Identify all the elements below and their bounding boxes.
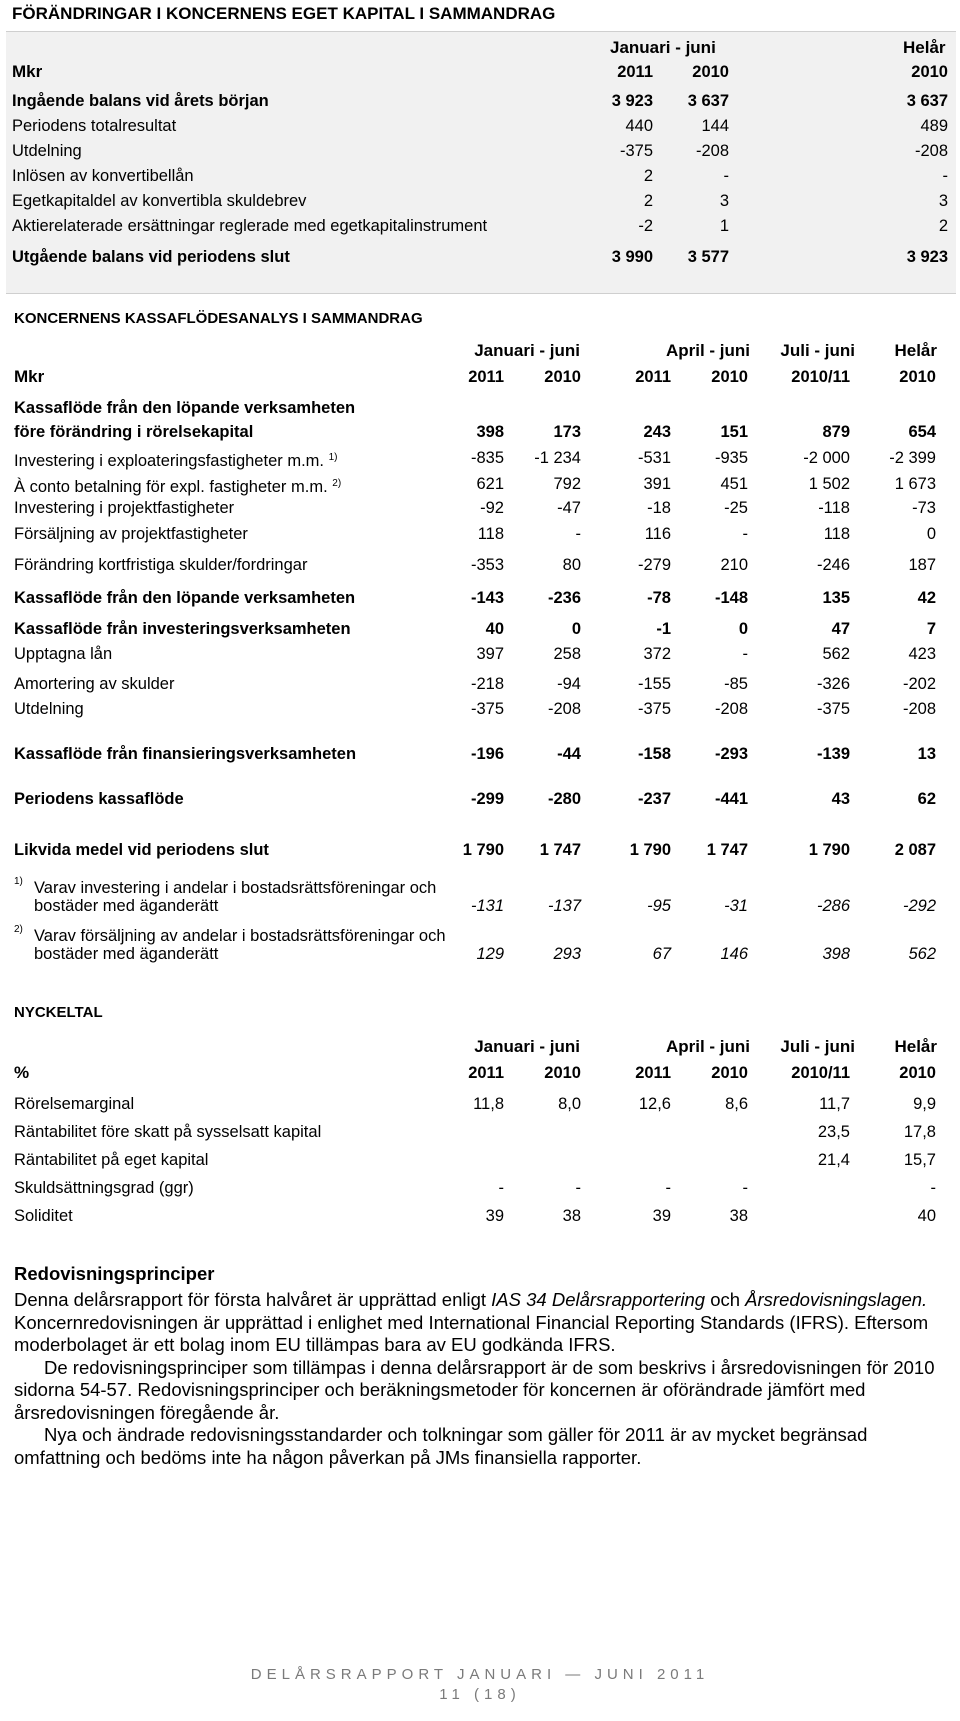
cashflow-row-value: -246 [816,556,850,574]
cashflow-row-label-text: Investering i exploateringsfastigheter m.m. [14,452,324,470]
cashflow-row-label [14,674,174,694]
cashflow-row-value: - [575,525,581,543]
cashflow-row-value: -196 [470,745,504,763]
equity-row-label: Inlösen av konvertibellån [12,167,194,185]
cashflow-row-value: -441 [714,790,748,808]
cashflow-row-label [14,448,337,471]
equity-row-label: Periodens totalresultat [12,117,177,135]
cashflow-row-label-text: Förändring kortfristiga skulder/fordringar [14,556,308,574]
footnote-mark: 1) [14,876,23,887]
cashflow-row-value: -1 234 [534,449,581,467]
equity-row-label: Ingående balans vid årets början [12,92,269,110]
footnote-value: -286 [816,897,850,915]
cashflow-row-value: -375 [637,700,671,718]
cashflow-group-header: Helår [894,341,937,360]
cashflow-col-header: 2011 [468,368,504,386]
footnote-line-2: bostäder med äganderätt [34,945,219,963]
cashflow-row-value: 1 790 [808,841,850,859]
cashflow-row-value: 1 747 [539,841,581,859]
cashflow-row-label-text: À conto betalning för expl. fastigheter m.m. [14,478,328,496]
cashflow-row-value: 792 [553,475,581,493]
equity-row-value: 3 923 [906,248,948,266]
kpi-row-value: 15,7 [903,1151,936,1169]
equity-col-3: 2010 [911,63,948,81]
kpi-group-header: Helår [894,1037,937,1056]
kpi-row-value: 23,5 [817,1123,850,1141]
kpi-row-value: - [665,1179,671,1197]
equity-row-value: 3 [938,192,948,210]
cashflow-row-value: 258 [553,645,581,663]
cashflow-row-value: 1 502 [808,475,850,493]
cashflow-row-label-text: Upptagna lån [14,645,113,663]
cashflow-row-value: -158 [637,745,671,763]
kpi-row-value: 11,8 [473,1095,504,1113]
equity-row-value: -208 [914,142,948,160]
kpi-row-value: 38 [562,1207,581,1225]
cashflow-row-value: 397 [476,645,504,663]
cashflow-row-label [14,619,351,639]
kpi-unit: % [14,1063,30,1082]
cashflow-row-value: -148 [714,589,748,607]
kpi-col-header: 2010 [899,1064,936,1082]
footnote-value: 67 [652,945,671,963]
cashflow-row-value: -237 [637,790,671,808]
cashflow-row-value: 62 [917,790,936,808]
equity-row-value: 144 [701,117,729,135]
kpi-row-value: 9,9 [913,1095,936,1113]
kpi-title: NYCKELTAL [14,1004,103,1021]
cashflow-row-label [14,699,84,719]
cashflow-row-value: 118 [477,525,504,543]
equity-row-value: 3 [719,192,729,210]
cashflow-row-label [14,555,307,575]
cashflow-row-value: 43 [831,790,850,808]
cashflow-row-value: -25 [724,499,748,517]
kpi-row-value: 12,6 [638,1095,671,1113]
kpi-col-header: 2010 [711,1064,748,1082]
cashflow-row-value: 879 [822,423,850,441]
cashflow-row-value: -85 [724,675,748,693]
equity-year-header: Helår [903,38,946,57]
p1-c: och [705,1289,746,1310]
cashflow-row-value: - [742,645,748,663]
cashflow-row-value: -531 [637,449,671,467]
equity-row-value: 2 [643,192,653,210]
kpi-group-header: Juli - juni [780,1037,855,1056]
equity-row-value: 1 [719,217,729,235]
cashflow-row-value: 40 [485,620,504,638]
cashflow-row-value: -44 [557,745,581,763]
cashflow-row-value: 0 [926,525,936,543]
cashflow-row-value: 173 [553,423,581,441]
cashflow-row-value: -326 [816,675,850,693]
kpi-row-label: Skuldsättningsgrad (ggr) [14,1179,194,1197]
cashflow-row-value: -208 [902,700,936,718]
cashflow-row-label-text: Kassaflöde från investeringsverksamheten [14,620,351,638]
cashflow-row-value: 1 673 [894,475,936,493]
cashflow-row-label [14,524,248,544]
cashflow-row-value: 391 [643,475,671,493]
equity-row-value: 2 [938,217,948,235]
cashflow-row-value: 135 [822,589,850,607]
cashflow-row-value: -155 [637,675,671,693]
kpi-row-label: Soliditet [14,1207,73,1225]
cashflow-row-value: 0 [738,620,748,638]
footer-page: 11 (18) [439,1686,521,1703]
principles-paragraph-3: Nya och ändrade redovisningsstandarder och tolkningar som gäller för 2011 är av mycket begränsad omfattning och bedöms inte ha någon påverkan på JMs finansiella rapporter. [14,1424,868,1468]
equity-row-value: - [723,167,729,185]
kpi-row-value: 8,0 [558,1095,581,1113]
cashflow-row-label-text: Försäljning av projektfastigheter [14,525,248,543]
cashflow-row-value: 1 747 [706,841,748,859]
kpi-row-value: 38 [729,1207,748,1225]
kpi-row-label: Räntabilitet på eget kapital [14,1151,209,1169]
footnote-value: 398 [822,945,850,963]
cashflow-row-label-text: Amortering av skulder [14,675,175,693]
equity-row-value: 489 [920,117,948,135]
kpi-row-value: 8,6 [725,1095,748,1113]
kpi-group-header: April - juni [665,1037,750,1056]
cashflow-col-header: 2011 [635,368,671,386]
kpi-row-value: 11,7 [819,1095,850,1113]
equity-row-value: 3 923 [611,92,653,110]
cashflow-group-header: Juli - juni [780,341,855,360]
equity-title: FÖRÄNDRINGAR I KONCERNENS EGET KAPITAL I SAMMANDRAG [12,4,556,23]
cashflow-row-label-text: Kassaflöde från den löpande verksamheten [14,399,356,417]
equity-col-2: 2010 [692,63,729,81]
equity-col-1: 2011 [617,63,653,81]
cashflow-row-value: -236 [547,589,581,607]
cashflow-unit: Mkr [14,367,45,386]
cashflow-row-value: -139 [816,745,850,763]
cashflow-row-value: 621 [476,475,504,493]
cashflow-row-value: 372 [643,645,671,663]
cashflow-row-label [14,498,234,518]
cashflow-row-value: 654 [908,423,936,441]
cashflow-row-value: 80 [562,556,581,574]
kpi-row-value: 39 [652,1207,671,1225]
footnote-value: 146 [720,945,748,963]
cashflow-row-value: -92 [480,499,504,517]
footnote-value: -292 [902,897,936,915]
equity-row-value: 3 990 [611,248,653,266]
footnote-value: -31 [724,897,748,915]
cashflow-row-value: -375 [470,700,504,718]
cashflow-row-value: -353 [470,556,504,574]
cashflow-row-value: -279 [637,556,671,574]
cashflow-row-label-text: Likvida medel vid periodens slut [14,841,269,859]
cashflow-row-value: 562 [822,645,850,663]
cashflow-row-label [14,474,341,497]
footnote-value: -137 [547,897,581,915]
equity-row-value: 3 637 [687,92,729,110]
kpi-row-value: - [930,1179,936,1197]
cashflow-row-label [14,398,355,418]
cashflow-row-value: -94 [557,675,581,693]
equity-row-label: Egetkapitaldel av konvertibla skuldebrev [12,192,307,210]
p1-b: IAS 34 Delårsrapportering [491,1289,706,1310]
cashflow-row-value: -2 399 [889,449,936,467]
cashflow-row-value: 451 [720,475,748,493]
cashflow-group-header: April - juni [665,341,750,360]
cashflow-row-value: 210 [720,556,748,574]
kpi-row-value: 17,8 [903,1123,936,1141]
cashflow-row-value: -118 [818,499,850,517]
footnote-value: 129 [476,945,504,963]
principles-paragraph-1 [14,1289,944,1357]
cashflow-row-value: 13 [917,745,936,763]
cashflow-row-value: -299 [470,790,504,808]
p1-e: Koncernredovisningen är upprättad i enlighet med International Financial Reporting Standards (IFRS). Eftersom moderbolaget är ett bolag inom EU tillämpas bara av EU godkända IFRS. [14,1311,929,1355]
cashflow-row-value: 7 [926,620,936,638]
kpi-row-value: 39 [485,1207,504,1225]
cashflow-row-value: 398 [476,423,504,441]
kpi-row-value: - [498,1179,504,1197]
cashflow-row-value: -208 [714,700,748,718]
equity-row-value: 3 577 [687,248,729,266]
cashflow-row-value: 1 790 [629,841,671,859]
footnote-mark: 2) [14,924,23,935]
equity-table [6,31,956,294]
p1-a: Denna delårsrapport för första halvåret är upprättad enligt [14,1289,492,1310]
equity-row-label: Utgående balans vid periodens slut [12,248,290,266]
equity-row-value: 440 [625,117,653,135]
equity-row-value: 2 [643,167,653,185]
cashflow-row-label [14,840,269,860]
cashflow-row-value: -935 [714,449,748,467]
footer-report: DELÅRSRAPPORT JANUARI — JUNI 2011 [250,1666,710,1683]
cashflow-row-value: 243 [643,423,671,441]
cashflow-row-value: -280 [547,790,581,808]
kpi-row-value: 40 [917,1207,936,1225]
footnote-value: 293 [553,945,581,963]
cashflow-row-value: 1 790 [462,841,504,859]
cashflow-row-value: -1 [656,620,671,638]
cashflow-row-label-text: Utdelning [14,700,84,718]
cashflow-row-value: 423 [908,645,936,663]
kpi-col-header: 2011 [468,1064,504,1082]
cashflow-row-value: -2 000 [803,449,850,467]
cashflow-row-label-text: Investering i projektfastigheter [14,499,235,517]
cashflow-row-label [14,422,253,442]
cashflow-row-value: 187 [908,556,936,574]
footnote-mark: 1) [328,452,338,463]
cashflow-col-header: 2010 [899,368,936,386]
cashflow-row-value: -47 [557,499,581,517]
cashflow-row-value: 0 [571,620,581,638]
cashflow-row-value: -218 [470,675,504,693]
cashflow-col-header: 2010 [544,368,581,386]
cashflow-row-label-text: före förändring i rörelsekapital [14,423,254,441]
cashflow-row-value: -208 [547,700,581,718]
cashflow-row-value: 118 [823,525,850,543]
cashflow-row-value: -835 [470,449,504,467]
principles-text [14,1289,944,1469]
cashflow-col-header: 2010/11 [791,368,850,386]
cashflow-row-value: -143 [470,589,504,607]
kpi-col-header: 2011 [635,1064,671,1082]
cashflow-row-label [14,588,355,608]
cashflow-row-value: 2 087 [894,841,936,859]
cashflow-col-header: 2010 [711,368,748,386]
cashflow-row-value: -18 [647,499,671,517]
footnote-mark: 2) [332,478,342,489]
cashflow-row-value: 116 [644,525,671,543]
cashflow-row-value: 151 [720,423,748,441]
kpi-group-header: Januari - juni [474,1037,580,1056]
kpi-col-header: 2010 [544,1064,581,1082]
cashflow-row-value: -73 [912,499,936,517]
kpi-row-value: - [575,1179,581,1197]
footnote-value: -95 [647,897,671,915]
cashflow-row-value: -293 [714,745,748,763]
cashflow-row-label-text: Kassaflöde från den löpande verksamheten [14,589,356,607]
cashflow-row-value: - [742,525,748,543]
principles-paragraph-2: De redovisningsprinciper som tillämpas i denna delårsrapport är de som beskrivs i årsredovisningen för 2010 sidorna 54-57. Redovisningsprinciper och beräkningsmetoder för koncernen är oförändrade jämfört med årsredovisningen föregående år. [14,1356,935,1423]
kpi-col-header: 2010/11 [791,1064,850,1082]
kpi-row-value: - [742,1179,748,1197]
equity-row-value: - [942,167,948,185]
footnote-line-1: Varav investering i andelar i bostadsrättsföreningar och [34,879,437,897]
equity-unit: Mkr [12,62,43,81]
cashflow-row-label [14,744,356,764]
cashflow-row-value: 42 [917,589,936,607]
kpi-row-label: Rörelsemarginal [14,1095,135,1113]
cashflow-row-label-text: Kassaflöde från finansieringsverksamheten [14,745,357,763]
p1-d: Årsredovisningslagen. [745,1289,928,1310]
cashflow-row-value: -78 [647,589,671,607]
principles-title: Redovisningsprinciper [14,1263,215,1284]
kpi-row-label: Räntabilitet före skatt på sysselsatt kapital [14,1123,322,1141]
cashflow-row-value: -375 [816,700,850,718]
equity-row-value: -2 [638,217,653,235]
cashflow-group-header: Januari - juni [474,341,580,360]
equity-period-header: Januari - juni [610,38,716,57]
equity-row-label: Aktierelaterade ersättningar reglerade med egetkapitalinstrument [12,217,488,235]
cashflow-row-label [14,789,184,809]
footnote-line-1: Varav försäljning av andelar i bostadsrättsföreningar och [34,927,446,945]
kpi-row-value: 21,4 [817,1151,850,1169]
cashflow-row-value: -202 [902,675,936,693]
footnote-value: 562 [908,945,936,963]
cashflow-row-label [14,644,112,664]
footnote-line-2: bostäder med äganderätt [34,897,219,915]
equity-row-value: 3 637 [906,92,948,110]
equity-row-value: -375 [619,142,653,160]
equity-row-value: -208 [695,142,729,160]
footnote-value: -131 [470,897,504,915]
cashflow-title: KONCERNENS KASSAFLÖDESANALYS I SAMMANDRAG [14,310,423,327]
cashflow-row-value: 47 [831,620,850,638]
equity-row-label: Utdelning [12,142,82,160]
cashflow-row-label-text: Periodens kassaflöde [14,790,184,808]
